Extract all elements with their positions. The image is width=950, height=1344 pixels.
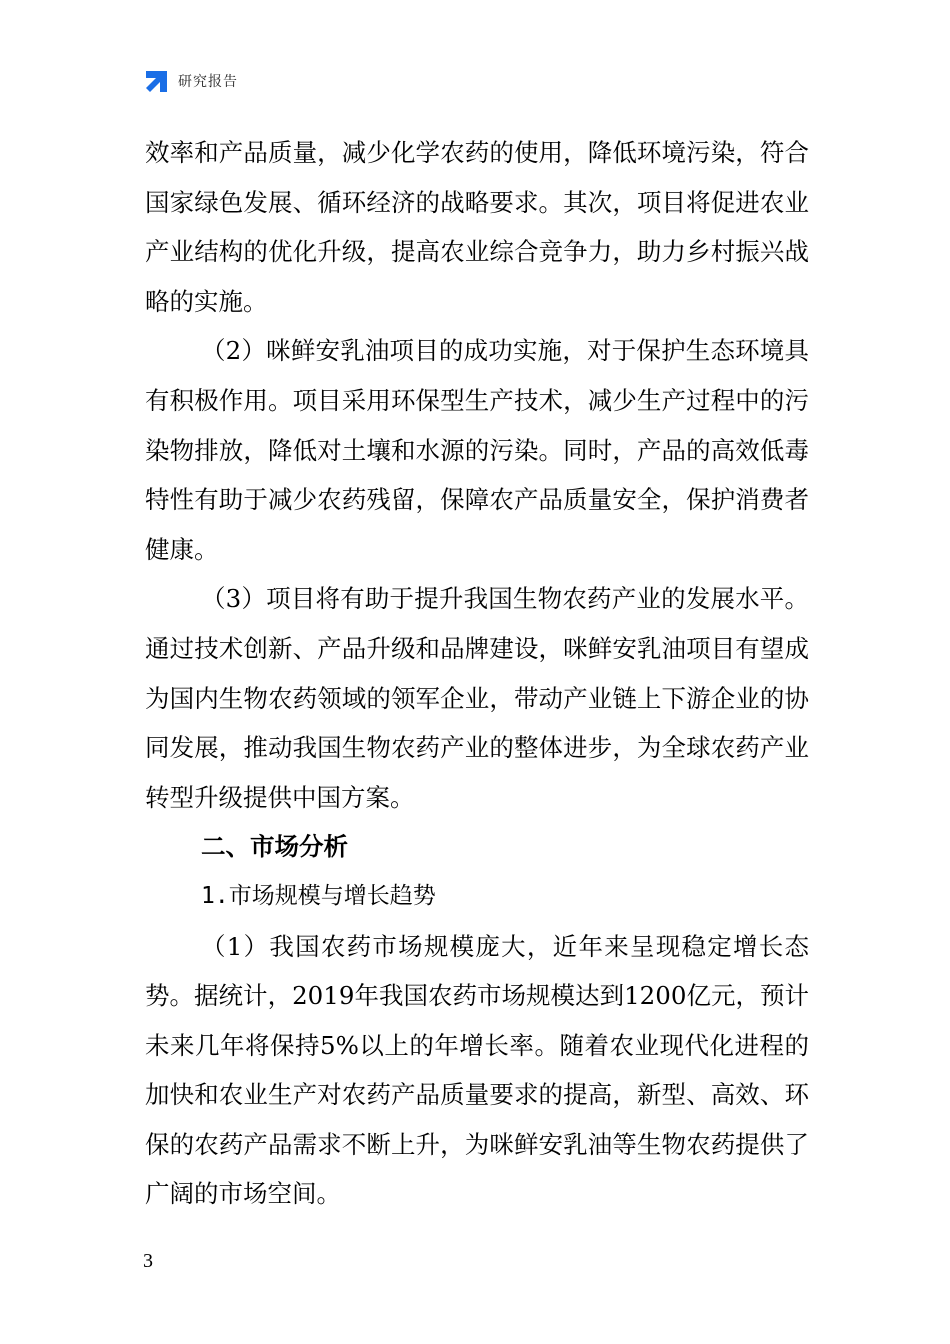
section-title: 二、市场分析 [201, 832, 348, 862]
page-number: 3 [143, 1250, 153, 1272]
document-body [145, 128, 809, 1219]
paragraph-continuation: 效率和产品质量，减少化学农药的使用，降低环境污染，符合国家绿色发展、循环经济的战略要求。其次，项目将促进农业产业结构的优化升级，提高农业综合竞争力，助力乡村振兴战略的实施。 [145, 138, 809, 316]
paragraph-2: （2）咪鲜安乳油项目的成功实施，对于保护生态环境具有积极作用。项目采用环保型生产技术，减少生产过程中的污染物排放，降低对土壤和水源的污染。同时，产品的高效低毒特性有助于减少农药残留，保障农产品质量安全，保护消费者健康。 [145, 336, 809, 564]
paragraph-3: （3）项目将有助于提升我国生物农药产业的发展水平。通过技术创新、产品升级和品牌建设，咪鲜安乳油项目有望成为国内生物农药领域的领军企业，带动产业链上下游企业的协同发展，推动我国生物农药产业的整体进步，为全球农药产业转型升级提供中国方案。 [145, 584, 809, 812]
market-paragraph: （1）我国农药市场规模庞大，近年来呈现稳定增长态势。据统计，2019年我国农药市场规模达到1200亿元，预计未来几年将保持5%以上的年增长率。随着农业现代化进程的加快和农业生产对农药产品质量要求的提高，新型、高效、环保的农药产品需求不断上升，为咪鲜安乳油等生物农药提供了广阔的市场空间。 [145, 931, 809, 1209]
subsection-title: 1.市场规模与增长趋势 [201, 882, 436, 909]
page-header [143, 66, 238, 96]
arrow-up-right-icon [143, 68, 170, 95]
header-title: 研究报告 [178, 74, 238, 90]
